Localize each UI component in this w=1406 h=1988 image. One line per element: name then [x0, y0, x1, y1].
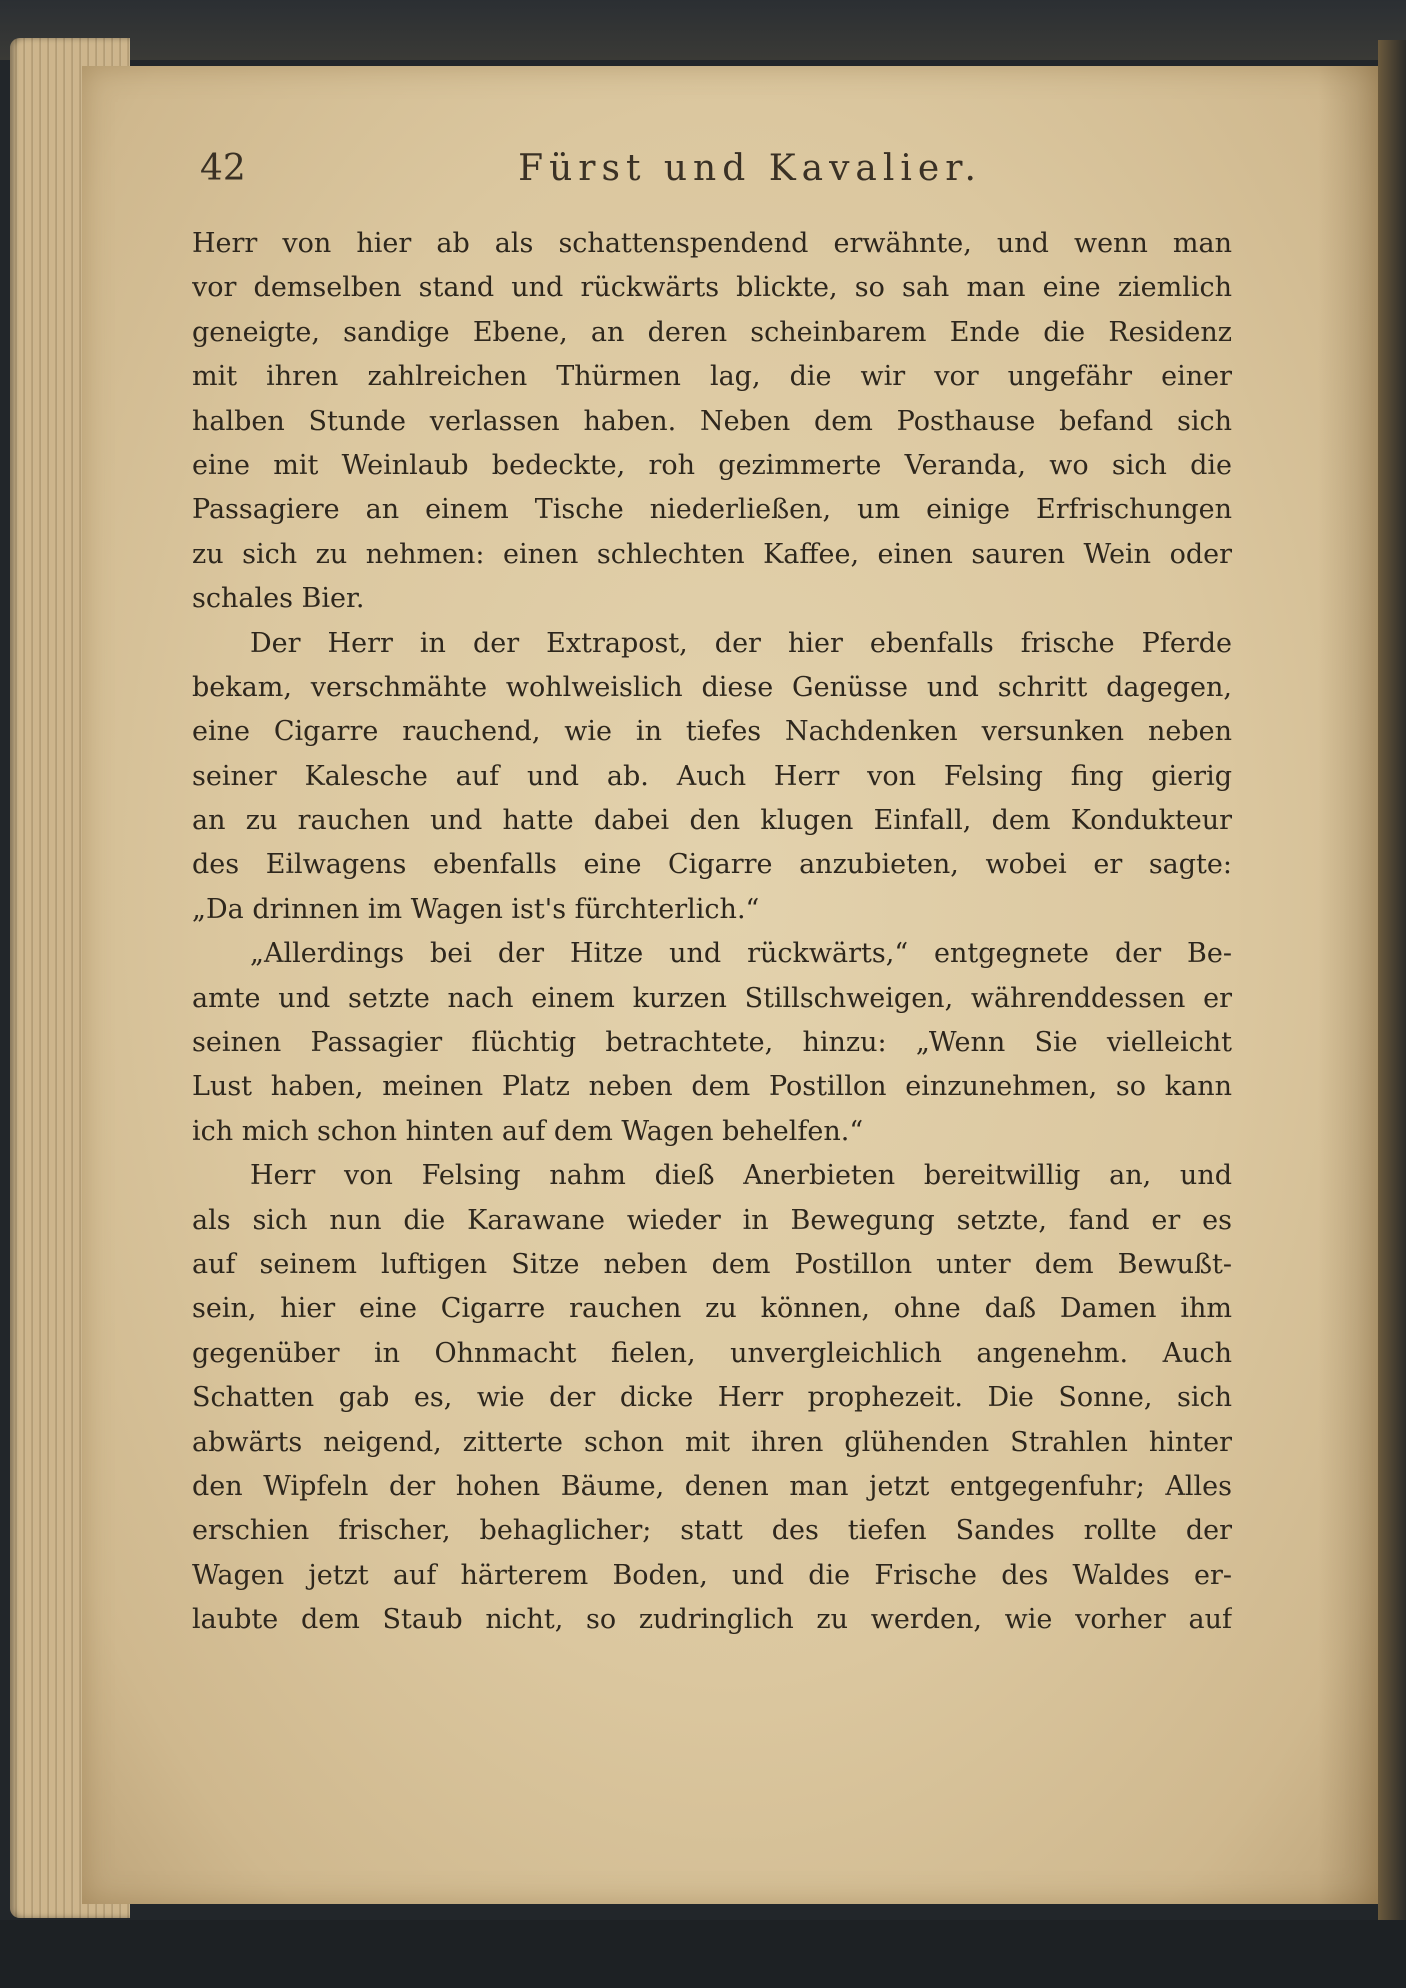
text-line: als sich nun die Karawane wieder in Bewegung setzte, fand er es: [192, 1204, 1232, 1236]
book-cover-top: [0, 0, 1406, 60]
text-line: Wagen jetzt auf härterem Boden, und die Frische des Waldes er-: [192, 1559, 1232, 1591]
book-cover-bottom: [0, 1920, 1406, 1988]
paragraph: [192, 932, 1232, 1154]
running-title: Fürst und Kavalier.: [518, 148, 982, 189]
text-line: sein, hier eine Cigarre rauchen zu können, ohne daß Damen ihm: [192, 1293, 1232, 1325]
text-line: erschien frischer, behaglicher; statt des tiefen Sandes rollte der: [192, 1515, 1232, 1547]
text-line: Lust haben, meinen Platz neben dem Postillon einzunehmen, so kann: [192, 1071, 1232, 1103]
text-line: abwärts neigend, zitterte schon mit ihren glühenden Strahlen hinter: [192, 1426, 1232, 1458]
text-line: halben Stunde verlassen haben. Neben dem Posthause befand sich: [192, 405, 1232, 437]
text-line: Herr von Felsing nahm dieß Anerbieten bereitwillig an, und: [250, 1160, 1232, 1192]
text-line: Passagiere an einem Tische niederließen, um einige Erfrischungen: [192, 494, 1232, 526]
text-line: schales Bier.: [192, 583, 365, 615]
text-line: an zu rauchen und hatte dabei den klugen Einfall, dem Kondukteur: [192, 805, 1232, 837]
text-line: eine mit Weinlaub bedeckte, roh gezimmerte Veranda, wo sich die: [192, 449, 1232, 481]
paragraph: [192, 622, 1232, 933]
text-line: gegenüber in Ohnmacht fielen, unvergleichlich angenehm. Auch: [192, 1337, 1232, 1369]
text-line: vor demselben stand und rückwärts blickte, so sah man eine ziemlich: [192, 272, 1232, 304]
text-line: bekam, verschmähte wohlweislich diese Genüsse und schritt dagegen,: [192, 671, 1232, 703]
text-line: „Da drinnen im Wagen ist's fürchterlich.“: [192, 893, 760, 925]
page-gutter-shadow: [1318, 66, 1378, 1904]
text-line: auf seinem luftigen Sitze neben dem Postillon unter dem Bewußt-: [192, 1248, 1232, 1280]
paragraph: [192, 222, 1232, 622]
text-line: Herr von hier ab als schattenspendend erwähnte, und wenn man: [192, 228, 1232, 259]
text-line: zu sich zu nehmen: einen schlechten Kaffee, einen sauren Wein oder: [192, 538, 1232, 570]
text-line: amte und setzte nach einem kurzen Stillschweigen, währenddessen er: [192, 982, 1232, 1014]
text-line: mit ihren zahlreichen Thürmen lag, die wir vor ungefähr einer: [192, 361, 1232, 393]
text-line: des Eilwagens ebenfalls eine Cigarre anzubieten, wobei er sagte:: [192, 849, 1232, 881]
text-line: geneigte, sandige Ebene, an deren scheinbarem Ende die Residenz: [192, 316, 1232, 348]
text-line: eine Cigarre rauchend, wie in tiefes Nachdenken versunken neben: [192, 716, 1232, 748]
text-line: seinen Passagier flüchtig betrachtete, hinzu: „Wenn Sie vielleicht: [192, 1027, 1232, 1059]
text-line: laubte dem Staub nicht, so zudringlich zu werden, wie vorher auf: [192, 1604, 1232, 1636]
book-spine: [1378, 40, 1406, 1920]
page-number: 42: [200, 148, 246, 189]
text-line: den Wipfeln der hohen Bäume, denen man jetzt entgegenfuhr; Alles: [192, 1470, 1232, 1502]
text-line: Der Herr in der Extrapost, der hier ebenfalls frische Pferde: [250, 627, 1232, 659]
paragraph: [192, 1154, 1232, 1642]
text-line: ich mich schon hinten auf dem Wagen behelfen.“: [192, 1115, 864, 1147]
page-header: [200, 148, 1260, 198]
text-line: Schatten gab es, wie der dicke Herr prophezeit. Die Sonne, sich: [192, 1382, 1232, 1414]
text-line: seiner Kalesche auf und ab. Auch Herr von Felsing fing gierig: [192, 760, 1232, 792]
text-line: „Allerdings bei der Hitze und rückwärts,“ entgegnete der Be-: [250, 938, 1232, 970]
body-text: [192, 222, 1232, 1643]
